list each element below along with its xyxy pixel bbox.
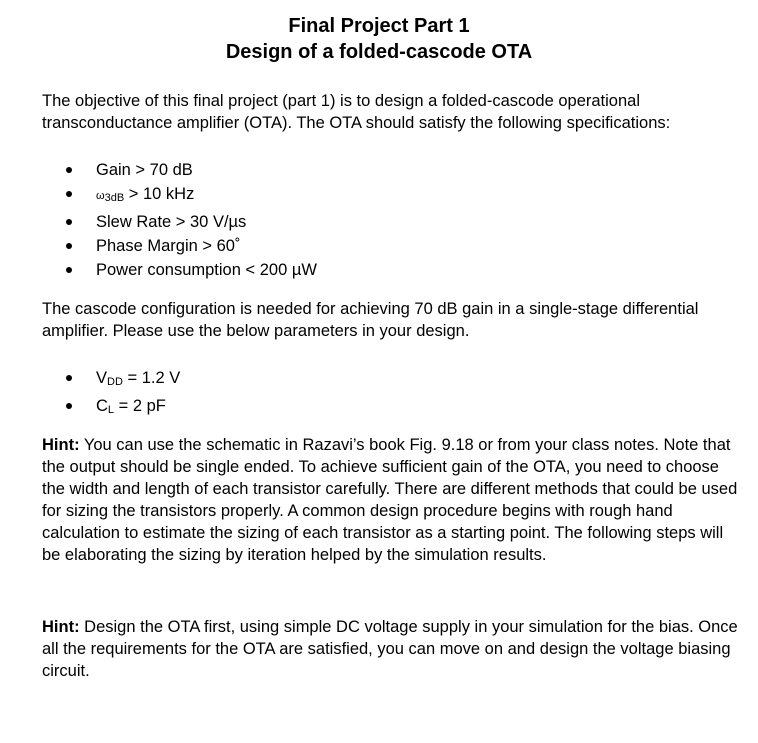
vdd-value: = 1.2 V	[122, 369, 181, 387]
spec-phase-margin: Phase Margin > 60˚	[66, 234, 317, 258]
specifications-list	[66, 158, 317, 282]
title-line-2: Design of a folded-cascode OTA	[225, 41, 533, 63]
cl-symbol: C	[96, 397, 108, 415]
omega-symbol: ω	[96, 190, 105, 202]
intro-paragraph: The objective of this final project (part 1) is to design a folded-cascode operational transconductance amplifier (OTA). The OTA should satisfy the following specifications:	[42, 92, 671, 132]
hint-label-2: Hint:	[42, 618, 80, 636]
cl-value: = 2 pF	[114, 397, 166, 415]
hint-text-2: Design the OTA first, using simple DC voltage supply in your simulation for the bias. Once all the requirements for the OTA are satisfied, you can move on and design the voltage biasing circuit.	[42, 618, 738, 680]
vdd-symbol: V	[96, 369, 108, 387]
hint-text-1: You can use the schematic in Razavi’s book Fig. 9.18 or from your class notes. Note that the output should be single ended. To achieve sufficient gain of the OTA, you need to choose the width and length of each transistor carefully. There are different methods that could be used for sizing the transistors properly. A common design procedure begins with rough hand calculation to estimate the sizing of each transistor as a starting point. The following steps will be elaborating the sizing by iteration helped by the simulation results.	[42, 436, 738, 564]
bandwidth-value: > 10 kHz	[124, 185, 195, 203]
hint-label-1: Hint:	[42, 436, 80, 454]
cascode-paragraph: The cascode configuration is needed for achieving 70 dB gain in a single-stage differential amplifier. Please use the below parameters in your design.	[42, 300, 699, 340]
param-cl	[66, 394, 180, 422]
parameters-list	[66, 366, 180, 422]
spec-bandwidth	[66, 182, 317, 210]
hint-paragraph-2	[42, 616, 742, 682]
vdd-subscript: DD	[107, 376, 123, 388]
cl-subscript: L	[107, 404, 115, 416]
title-line-1: Final Project Part 1	[288, 15, 470, 37]
omega-subscript: 3dB	[104, 192, 125, 204]
spec-slew-rate: Slew Rate > 30 V/µs	[66, 210, 317, 234]
param-vdd	[66, 366, 180, 394]
hint-paragraph-1	[42, 434, 742, 566]
spec-power: Power consumption < 200 µW	[66, 258, 317, 282]
spec-gain: Gain > 70 dB	[66, 158, 317, 182]
